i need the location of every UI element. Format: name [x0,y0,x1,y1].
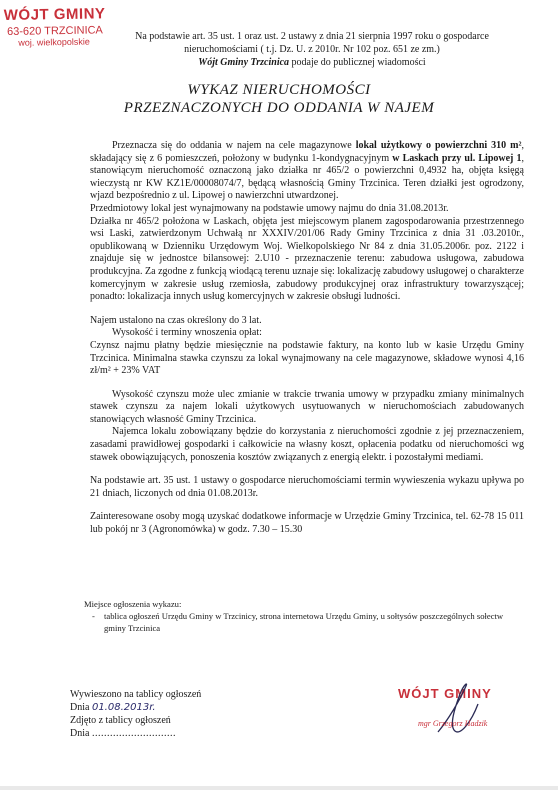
notice-list-item [92,610,524,634]
intro-signer: Wójt Gminy Trzcinica [198,57,290,68]
paragraph-contact-info: Zainteresowane osoby mogą uzyskać dodatkowe informacje w Urzędzie Gminy Trzcinica, tel. 62-78 15 011 lub pokój nr 3 (Agronomówka) w godz. 7.30 – 15.30 [90,511,524,536]
intro-line-2: nieruchomościami ( t.j. Dz. U. z 2010r. Nr 102 poz. 651 ze zm.) [184,44,440,55]
paragraph-lease-term: Najem ustalono na czas określony do 3 lat. [90,314,262,326]
intro-line-3 [92,56,532,69]
p1-bold-area: lokal użytkowy o powierzchni 310 m² [355,140,522,151]
paragraph-rent-change: Wysokość czynszu może ulec zmianie w trakcie trwania umowy w przypadku zmiany minimalnych stawek czynszu za najem lokali użytkowych usytuowanych w nieruchomościach zabudowanych stanowiących własność Gminy Trzcinica. [90,388,524,425]
paragraph-rent: Czynsz najmu płatny będzie miesięcznie na podstawie faktury, na konto lub w kasie Urzędu Gminy Trzcinica. Minimalna stawka czynszu za lokal wynajmowany na cele magazynowe, składowe wynosi 4,16 zł/m² + 23% VAT [90,339,524,377]
removed-line: Zdjęto z tablicy ogłoszeń [70,715,171,726]
posted-line: Wywieszono na tablicy ogłoszeń [70,689,202,700]
document-body [90,140,524,537]
handwritten-signature [420,680,510,740]
paragraph-posting-period: Na podstawie art. 35 ust. 1 ustawy o gospodarce nieruchomościami termin wywieszenia wykazu upływa po 21 dniach, liczonych od dnia 01.08.2013r. [90,475,524,499]
removed-date-label: Dnia [70,728,92,739]
intro-line-1: Na podstawie art. 35 ust. 1 oraz ust. 2 ustawy z dnia 21 sierpnia 1997 roku o gospodarce [135,31,489,42]
notice-item-text: tablica ogłoszeń Urzędu Gminy w Trzcinicy, strona internetowa Urzędu Gminy, u sołtysów poszczególnych sołectw gminy Trzcinica [104,611,504,633]
paragraph-tenant-obligations: Najemca lokalu zobowiązany będzie do korzystania z nieruchomości zgodnie z jej przeznaczeniem, zasadami prawidłowej gospodarki i całkowicie na własny koszt, opłacenia podatku od nieruchomości wg stawek obowiązujących, ponoszenia kosztów związanych z energią elektr. i pozostałymi mediami. [90,426,524,463]
paragraph-zoning-plan: Działka nr 465/2 położona w Laskach, objęta jest miejscowym planem zagospodarowania przestrzennego wsi Laski, zatwierdzonym Uchwałą nr XXXIV/201/06 Rady Gminy Trzcinica z dnia 31 .03.2010r., opublikowaną w Dzienniku Urzędowym Woj. Wielkopolskiego Nr 84 z dnia 31.05.2006r. poz. 2122 i znajduje się w jednostce bilansowej: 2.U10 - przeznaczenie terenu: zabudowa usługowa, zabudowa produkcyjna. Za zgodne z funkcją wiodącą terenu uznaje się: lokalizację zabudowy usługowej o charakterze komercyjnym w zakresie usług rzemiosła, zabudowy produkcyjnej oraz infrastruktury towarzyszącej; ponadto: lokalizacja innych usług komercyjnych w zakresie obsługi ludności. [90,215,524,303]
signature-stamp: WÓJT GMINY [398,686,492,701]
heading-line-2: PRZEZNACZONYCH DO ODDANIA W NAJEM [123,100,435,116]
legal-basis-intro [92,30,532,69]
stamp-region: woj. wielkopolskie [18,36,90,48]
p1-text-e: , stanowiącym nieruchomość oznaczoną jako działka nr 465/2 o powierzchni 0,4932 ha, objęta księgą wieczystą nr KW KZ1E/00008074/7, będącą własnością Gminy Trzcinica. Teren działki jest ogrodzony, wjazd bezpośrednio z ul. Lipowej o nawierzchni utwardzonej. [90,152,525,202]
heading-line-1: WYKAZ NIERUCHOMOŚCI [187,82,371,98]
intro-line-3-rest: podaje do publicznej wiadomości [289,57,426,68]
removed-date-dots: ............................ [91,728,176,739]
notice-title: Miejsce ogłoszenia wykazu: [84,599,182,609]
p1-text-c: , składający się z 6 pomieszczeń, położony w budynku 1-kondygnacyjnym [90,140,524,164]
p1-text-a: Przeznacza się do oddania w najem na cele magazynowe [112,140,356,151]
removed-date-line [70,727,300,740]
page-bottom-edge [0,786,558,790]
paragraph-fees-heading: Wysokość i terminy wnoszenia opłat: [112,327,262,339]
paragraph-current-lease: Przedmiotowy lokal jest wynajmowany na podstawie umowy najmu do dnia 31.08.2013r. [90,202,449,214]
posted-date-line [70,701,300,714]
notice-locations [84,598,524,634]
list-dash: - [92,611,95,621]
posted-date-label: Dnia [70,702,92,713]
paragraph-property-description [90,140,524,203]
posting-record [70,688,300,740]
p1-bold-location: w Laskach przy ul. Lipowej 1 [392,152,522,164]
stamp-title: WÓJT GMINY [3,5,106,25]
posted-date-handwritten: 01.08.2013r. [91,702,156,713]
signatory-name: mgr Grzegorz Hadzik [418,719,488,728]
document-heading [70,81,488,117]
stamp-address: 63-620 TRZCINICA [6,24,103,38]
